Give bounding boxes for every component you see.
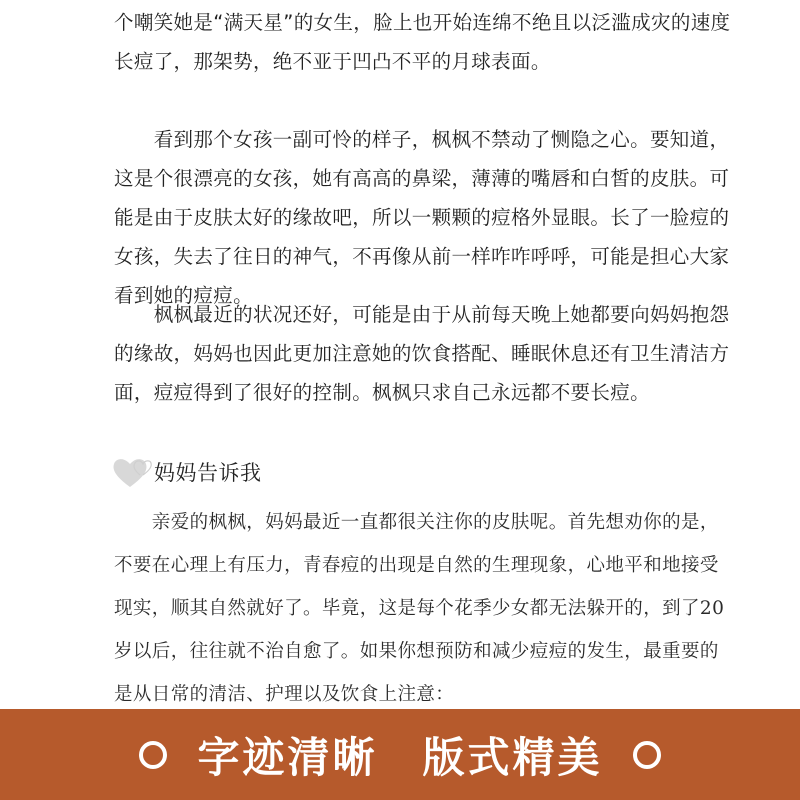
circle-icon [139, 741, 167, 769]
advice-paragraph: 亲爱的枫枫，妈妈最近一直都很关注你的皮肤呢。首先想劝你的是，不要在心理上有压力，青春痘的出现是自然的生理现象，心地平和地接受现实，顺其自然就好了。毕竟，这是每个花季少女都无法躲开的，到了20岁以后，往往就不治自愈了。如果你想预防和减少痘痘的发生，最重要的是从日常的清洁、护理以及饮食上注意： [114, 512, 725, 705]
heart-icon [110, 455, 156, 489]
banner-text: 字迹清晰 版式精美 [197, 732, 603, 782]
body-paragraph-1: 个嘲笑她是“满天星”的女生，脸上也开始连绵不绝且以泛滥成灾的速度长痘了，那架势，绝不亚于凹凸不平的月球表面。 [114, 11, 731, 73]
circle-icon [633, 741, 661, 769]
section-heading-label: 妈妈告诉我 [154, 461, 262, 485]
body-paragraph-3: 枫枫最近的状况还好，可能是由于从前每天晚上她都要向妈妈抱怨的缘故，妈妈也因此更加注意她的饮食搭配、睡眠休息还有卫生清洁方面，痘痘得到了很好的控制。枫枫只求自己永远都不要长痘。 [114, 303, 730, 404]
body-paragraph-2: 看到那个女孩一副可怜的样子，枫枫不禁动了恻隐之心。要知道，这是个很漂亮的女孩，她有高高的鼻梁，薄薄的嘴唇和白皙的皮肤。可能是由于皮肤太好的缘故吧，所以一颗颗的痘格外显眼。长了一脸痘的女孩，失去了往日的神气，不再像从前一样咋咋呼呼，可能是担心大家看到她的痘痘。 [114, 128, 730, 307]
promo-banner [0, 709, 800, 800]
section-heading [110, 455, 262, 489]
